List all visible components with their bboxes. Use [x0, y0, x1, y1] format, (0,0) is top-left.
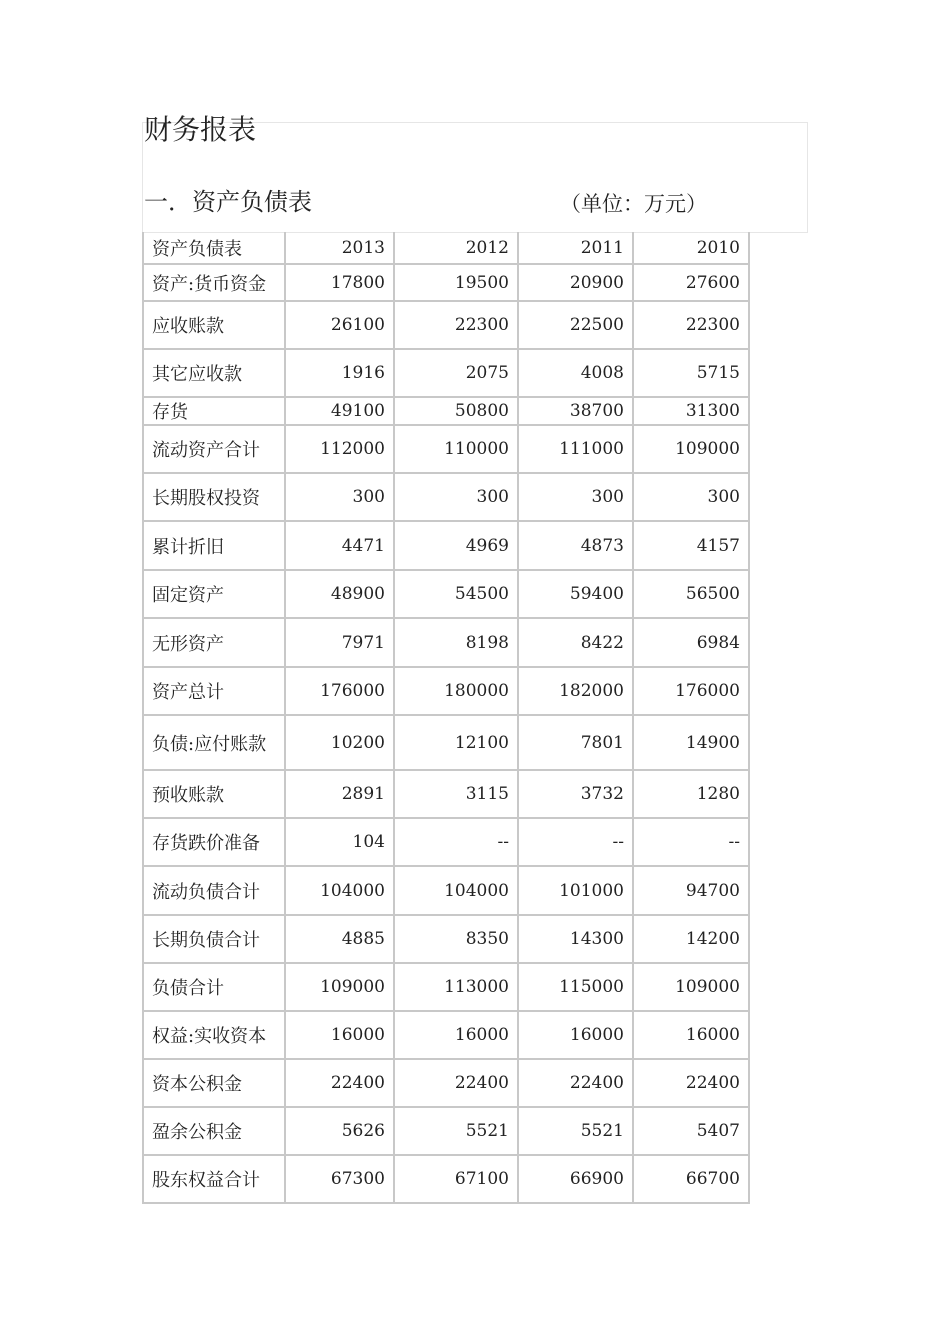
value-cell: 94700: [633, 866, 749, 915]
header-year-cell: 2013: [285, 232, 394, 264]
table-row: [143, 301, 749, 349]
section-title: 一．资产负债表: [144, 188, 312, 216]
table-row: [143, 770, 749, 818]
table-row: [143, 818, 749, 866]
value-cell: 67100: [394, 1155, 518, 1203]
value-cell: 16000: [633, 1011, 749, 1059]
header-year-cell: 2010: [633, 232, 749, 264]
table-row: [143, 521, 749, 570]
value-cell: 20900: [518, 264, 633, 301]
value-cell: 3732: [518, 770, 633, 818]
value-cell: 300: [518, 473, 633, 521]
value-cell: 104: [285, 818, 394, 866]
row-label-cell: 资产:货币资金: [143, 264, 285, 301]
value-cell: 1280: [633, 770, 749, 818]
table-row: [143, 866, 749, 915]
value-cell: 300: [633, 473, 749, 521]
value-cell: 180000: [394, 667, 518, 715]
value-cell: 22500: [518, 301, 633, 349]
row-label-cell: 预收账款: [143, 770, 285, 818]
value-cell: 49100: [285, 397, 394, 425]
value-cell: 22400: [518, 1059, 633, 1107]
value-cell: 1916: [285, 349, 394, 397]
table-row: [143, 1059, 749, 1107]
value-cell: --: [518, 818, 633, 866]
value-cell: 27600: [633, 264, 749, 301]
row-label-cell: 股东权益合计: [143, 1155, 285, 1203]
value-cell: 111000: [518, 425, 633, 473]
value-cell: 5407: [633, 1107, 749, 1155]
value-cell: 22300: [633, 301, 749, 349]
balance-sheet-table: [142, 232, 750, 1204]
row-label-cell: 累计折旧: [143, 521, 285, 570]
header-year-cell: 2012: [394, 232, 518, 264]
row-label-cell: 存货: [143, 397, 285, 425]
row-label-cell: 负债合计: [143, 963, 285, 1011]
value-cell: 5521: [394, 1107, 518, 1155]
value-cell: 59400: [518, 570, 633, 618]
row-label-cell: 存货跌价准备: [143, 818, 285, 866]
header-year-cell: 2011: [518, 232, 633, 264]
value-cell: 4471: [285, 521, 394, 570]
table-header-row: [143, 232, 749, 264]
table-row: [143, 715, 749, 770]
value-cell: 2075: [394, 349, 518, 397]
table-row: [143, 264, 749, 301]
value-cell: 22400: [285, 1059, 394, 1107]
value-cell: 16000: [285, 1011, 394, 1059]
value-cell: 4157: [633, 521, 749, 570]
header-label-cell: 资产负债表: [143, 232, 285, 264]
value-cell: 176000: [633, 667, 749, 715]
value-cell: 8350: [394, 915, 518, 963]
value-cell: --: [633, 818, 749, 866]
value-cell: 112000: [285, 425, 394, 473]
value-cell: --: [394, 818, 518, 866]
table-row: [143, 1011, 749, 1059]
row-label-cell: 资产总计: [143, 667, 285, 715]
value-cell: 4885: [285, 915, 394, 963]
value-cell: 5715: [633, 349, 749, 397]
value-cell: 8422: [518, 618, 633, 667]
value-cell: 14200: [633, 915, 749, 963]
value-cell: 26100: [285, 301, 394, 349]
value-cell: 300: [394, 473, 518, 521]
value-cell: 5521: [518, 1107, 633, 1155]
value-cell: 300: [285, 473, 394, 521]
value-cell: 7971: [285, 618, 394, 667]
table-row: [143, 963, 749, 1011]
value-cell: 182000: [518, 667, 633, 715]
value-cell: 12100: [394, 715, 518, 770]
table-row: [143, 618, 749, 667]
document-title: 财务报表: [144, 113, 257, 146]
value-cell: 115000: [518, 963, 633, 1011]
value-cell: 104000: [394, 866, 518, 915]
table-row: [143, 473, 749, 521]
table-row: [143, 570, 749, 618]
value-cell: 66700: [633, 1155, 749, 1203]
value-cell: 22400: [633, 1059, 749, 1107]
value-cell: 4873: [518, 521, 633, 570]
value-cell: 2891: [285, 770, 394, 818]
value-cell: 48900: [285, 570, 394, 618]
row-label-cell: 负债:应付账款: [143, 715, 285, 770]
value-cell: 7801: [518, 715, 633, 770]
row-label-cell: 长期负债合计: [143, 915, 285, 963]
value-cell: 4008: [518, 349, 633, 397]
value-cell: 56500: [633, 570, 749, 618]
value-cell: 14900: [633, 715, 749, 770]
row-label-cell: 资本公积金: [143, 1059, 285, 1107]
table-row: [143, 1107, 749, 1155]
row-label-cell: 盈余公积金: [143, 1107, 285, 1155]
value-cell: 14300: [518, 915, 633, 963]
value-cell: 5626: [285, 1107, 394, 1155]
table-row: [143, 915, 749, 963]
value-cell: 176000: [285, 667, 394, 715]
value-cell: 16000: [394, 1011, 518, 1059]
row-label-cell: 流动资产合计: [143, 425, 285, 473]
unit-label: （单位：万元）: [560, 192, 707, 216]
value-cell: 22400: [394, 1059, 518, 1107]
value-cell: 19500: [394, 264, 518, 301]
value-cell: 22300: [394, 301, 518, 349]
value-cell: 50800: [394, 397, 518, 425]
row-label-cell: 长期股权投资: [143, 473, 285, 521]
value-cell: 109000: [633, 963, 749, 1011]
value-cell: 109000: [285, 963, 394, 1011]
value-cell: 17800: [285, 264, 394, 301]
value-cell: 16000: [518, 1011, 633, 1059]
row-label-cell: 应收账款: [143, 301, 285, 349]
row-label-cell: 固定资产: [143, 570, 285, 618]
value-cell: 31300: [633, 397, 749, 425]
table-row: [143, 425, 749, 473]
value-cell: 6984: [633, 618, 749, 667]
value-cell: 67300: [285, 1155, 394, 1203]
row-label-cell: 其它应收款: [143, 349, 285, 397]
value-cell: 10200: [285, 715, 394, 770]
table-row: [143, 397, 749, 425]
table-row: [143, 667, 749, 715]
value-cell: 3115: [394, 770, 518, 818]
value-cell: 110000: [394, 425, 518, 473]
row-label-cell: 流动负债合计: [143, 866, 285, 915]
table-row: [143, 1155, 749, 1203]
value-cell: 8198: [394, 618, 518, 667]
balance-sheet-body: [143, 232, 749, 1203]
value-cell: 38700: [518, 397, 633, 425]
value-cell: 109000: [633, 425, 749, 473]
value-cell: 101000: [518, 866, 633, 915]
value-cell: 113000: [394, 963, 518, 1011]
value-cell: 104000: [285, 866, 394, 915]
value-cell: 4969: [394, 521, 518, 570]
value-cell: 66900: [518, 1155, 633, 1203]
row-label-cell: 无形资产: [143, 618, 285, 667]
row-label-cell: 权益:实收资本: [143, 1011, 285, 1059]
value-cell: 54500: [394, 570, 518, 618]
table-row: [143, 349, 749, 397]
